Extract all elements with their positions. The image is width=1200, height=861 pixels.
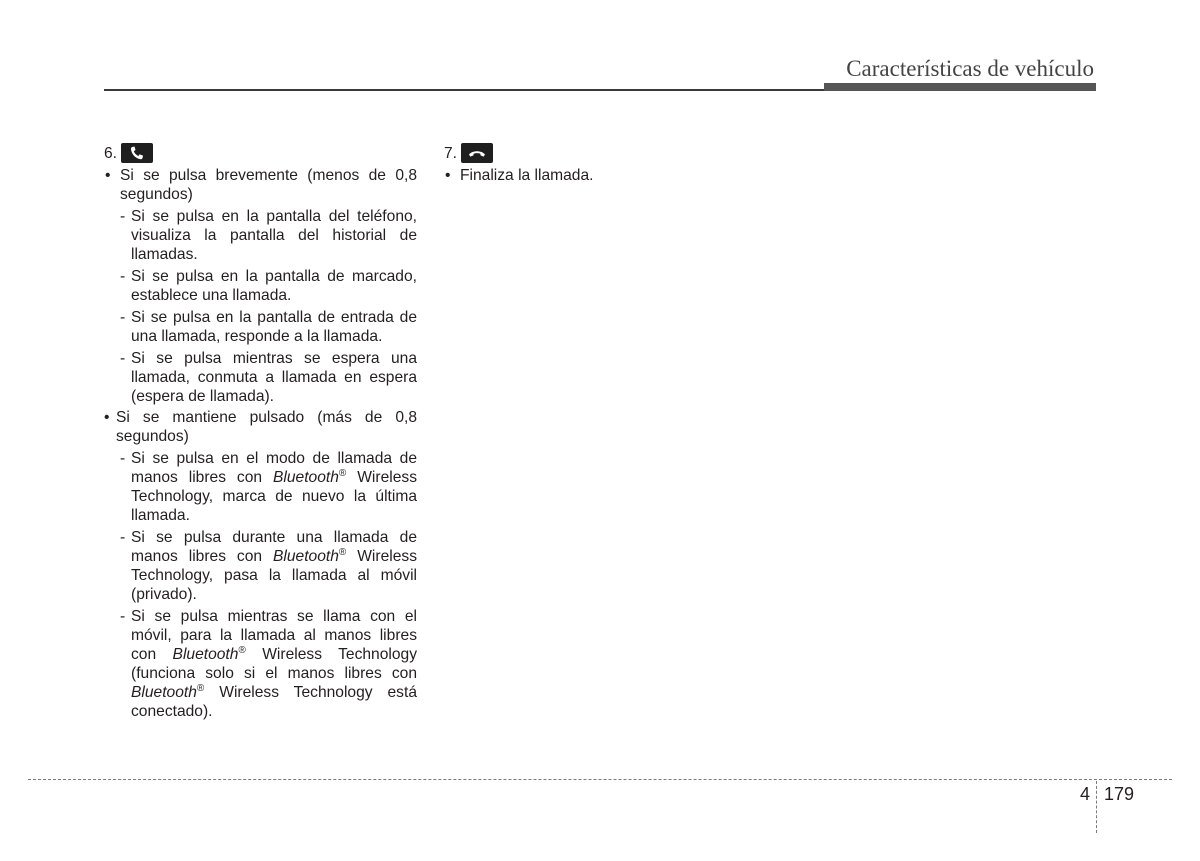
list-item-text: Si se pulsa durante una llamada de manos libres con <box>131 529 417 565</box>
item-7-heading <box>444 143 757 163</box>
chapter-number: 4 <box>1079 784 1090 804</box>
dash-mark: - <box>120 309 126 326</box>
end-call-text: Finaliza la llamada. <box>460 167 594 184</box>
item-6-heading <box>104 143 417 163</box>
dash-mark: - <box>120 450 126 467</box>
registered-mark: ® <box>338 547 347 558</box>
left-column <box>104 143 417 721</box>
item-number: 6. <box>104 144 118 162</box>
list-item <box>104 267 417 305</box>
page-number: 179 <box>1104 784 1135 804</box>
list-item-text: Si se pulsa en el modo de llamada de manos libres con <box>131 450 417 486</box>
brand-name: Bluetooth <box>273 548 339 565</box>
list-item-text: Si se pulsa mientras se llama con el móvil, para la llamada al manos libres con <box>131 608 417 663</box>
brand-name: Bluetooth <box>172 646 239 663</box>
list-item <box>104 308 417 346</box>
list-item <box>104 449 417 525</box>
page-header-title: Características de vehículo <box>846 56 1094 81</box>
list-item-text: Wireless Technology (funciona solo si el manos libres con <box>131 646 417 682</box>
registered-mark: ® <box>196 683 205 694</box>
end-call-bullet <box>444 166 757 185</box>
brand-name: Bluetooth <box>131 684 197 701</box>
bullet-mark: • <box>105 167 111 184</box>
list-item-text: Wireless Technology, pasa la llamada al móvil (privado). <box>131 548 417 603</box>
registered-mark: ® <box>338 468 347 479</box>
item-number: 7. <box>444 144 458 162</box>
footer-divider <box>1096 781 1097 833</box>
dash-mark: - <box>120 529 126 546</box>
list-item-text: Si se pulsa mientras se espera una llamada, conmuta a llamada en espera (espera de llamada). <box>131 350 417 405</box>
right-column <box>444 143 757 185</box>
call-end-icon <box>461 143 493 163</box>
list-item <box>104 349 417 406</box>
list-item-text: Wireless Technology está conectado). <box>131 684 417 720</box>
dash-mark: - <box>120 608 126 625</box>
list-item-text: Si se pulsa en la pantalla de entrada de una llamada, responde a la llamada. <box>131 309 417 345</box>
short-press-bullet <box>104 166 417 204</box>
footer-rule <box>28 779 1172 780</box>
list-item-text: Wireless Technology, marca de nuevo la última llamada. <box>131 469 417 524</box>
list-item-text: Si se pulsa en la pantalla de marcado, establece una llamada. <box>131 268 417 304</box>
brand-name: Bluetooth <box>273 469 339 486</box>
dash-mark: - <box>120 208 126 225</box>
long-press-bullet <box>104 408 417 446</box>
list-item-text: Si se pulsa en la pantalla del teléfono, visualiza la pantalla del historial de llamadas. <box>131 208 417 263</box>
registered-mark: ® <box>238 645 246 656</box>
header-rule <box>104 89 824 91</box>
bullet-mark: • <box>104 409 110 426</box>
dash-mark: - <box>120 350 126 367</box>
long-press-text: Si se mantiene pulsado (más de 0,8 segundos) <box>116 409 417 445</box>
bullet-mark: • <box>445 167 451 184</box>
call-answer-icon <box>121 143 153 163</box>
dash-mark: - <box>120 268 126 285</box>
list-item <box>104 607 417 721</box>
header-rule-accent <box>824 83 1096 91</box>
short-press-text: Si se pulsa brevemente (menos de 0,8 segundos) <box>120 167 417 203</box>
list-item <box>104 207 417 264</box>
list-item <box>104 528 417 604</box>
